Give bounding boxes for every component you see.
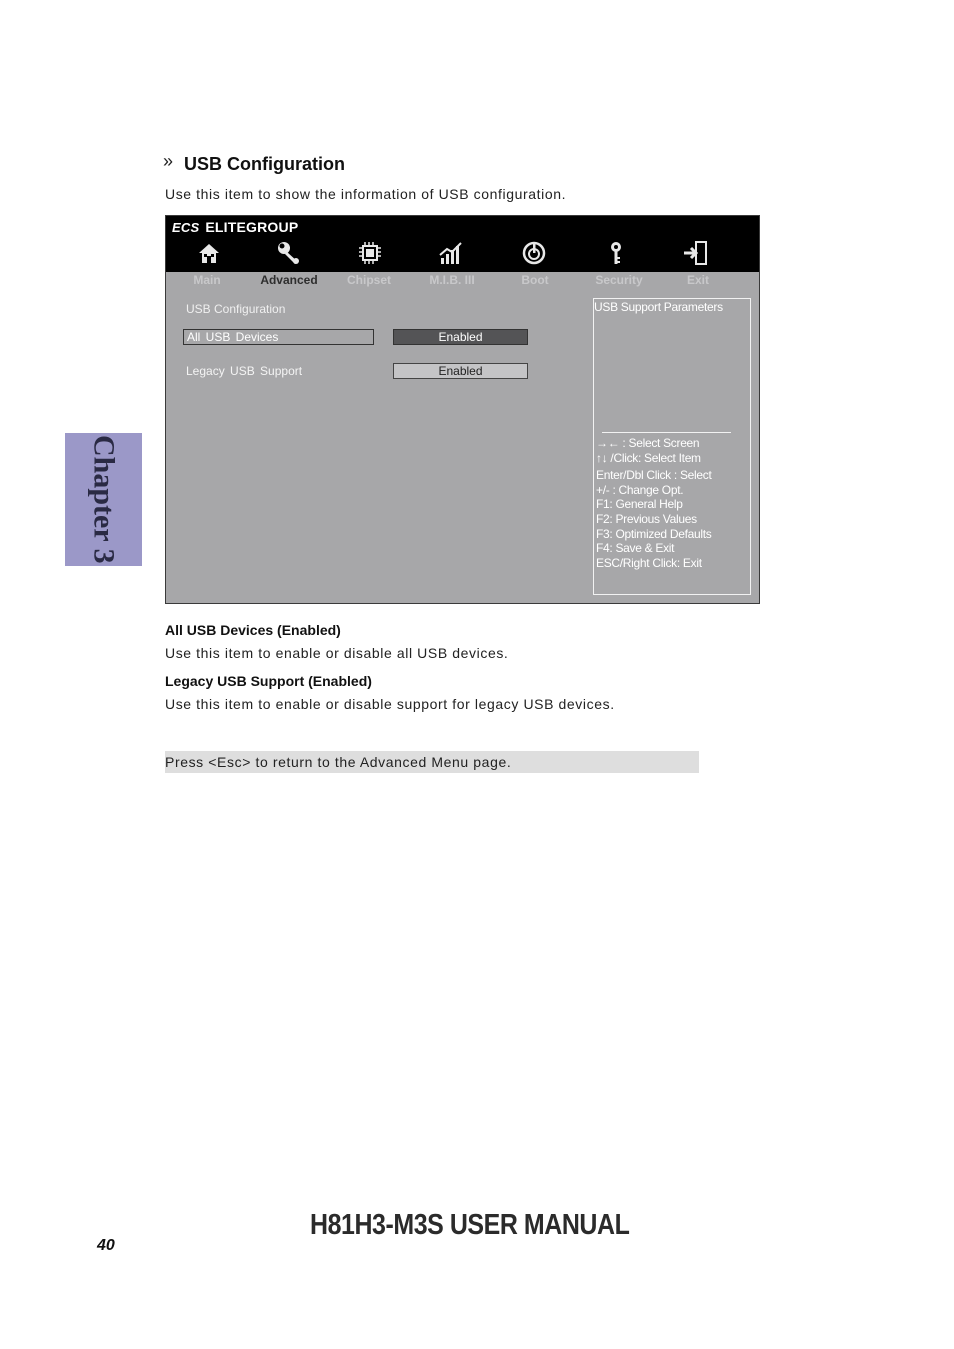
bios-screen xyxy=(165,215,760,604)
power-icon[interactable] xyxy=(521,240,547,266)
help-key-line: F1: General Help xyxy=(596,497,683,511)
help-panel xyxy=(593,298,751,595)
key-icon[interactable] xyxy=(603,240,629,266)
chip-icon[interactable] xyxy=(357,240,383,266)
section-intro: Use this item to show the information of USB configuration. xyxy=(165,186,567,202)
legacy-usb-support-label[interactable]: Legacy USB Support xyxy=(186,364,303,378)
bios-header xyxy=(166,216,759,272)
brand xyxy=(172,219,298,235)
tab-security[interactable]: Security xyxy=(595,273,643,287)
section-heading: USB Configuration xyxy=(184,154,345,174)
item-title-all-usb: All USB Devices (Enabled) xyxy=(165,622,341,638)
help-key-line: F4: Save & Exit xyxy=(596,541,675,555)
ecs-logo: ECS xyxy=(172,220,200,235)
manual-title: H81H3-M3S USER MANUAL xyxy=(310,1209,630,1241)
chart-icon[interactable] xyxy=(438,240,464,266)
page-number: 40 xyxy=(97,1237,115,1254)
wrench-icon[interactable] xyxy=(276,240,302,266)
tab-exit[interactable]: Exit xyxy=(686,273,709,287)
double-chevron-icon: » xyxy=(163,151,174,171)
brand-name: ELITEGROUP xyxy=(205,219,299,235)
bios-section-title: USB Configuration xyxy=(186,302,286,316)
esc-note: Press <Esc> to return to the Advanced Menu page. xyxy=(165,754,512,770)
all-usb-devices-label[interactable]: All USB Devices xyxy=(183,329,374,345)
help-key-line: →← : Select Screen xyxy=(596,436,700,450)
tab-chipset[interactable]: Chipset xyxy=(346,273,391,287)
item-desc-all-usb: Use this item to enable or disable all USB devices. xyxy=(165,645,509,661)
tab-main[interactable]: Main xyxy=(193,273,221,287)
help-key-line: +/- : Change Opt. xyxy=(596,483,684,497)
help-key-line: F2: Previous Values xyxy=(596,512,697,526)
item-title-legacy-usb: Legacy USB Support (Enabled) xyxy=(165,673,372,689)
home-icon[interactable] xyxy=(196,240,222,266)
chapter-label: Chapter 3 xyxy=(87,435,121,564)
help-key-line: Enter/Dbl Click : Select xyxy=(596,468,712,482)
help-key-line: F3: Optimized Defaults xyxy=(596,527,712,541)
tab-mib[interactable]: M.I.B. III xyxy=(429,273,475,287)
help-key-line: ESC/Right Click: Exit xyxy=(596,556,702,570)
legacy-usb-support-value[interactable]: Enabled xyxy=(393,363,528,379)
help-key-line: ↑↓ /Click: Select Item xyxy=(596,451,701,465)
exit-door-icon[interactable] xyxy=(682,240,708,266)
help-divider xyxy=(602,432,731,433)
item-desc-legacy-usb: Use this item to enable or disable support for legacy USB devices. xyxy=(165,696,615,712)
chapter-tab xyxy=(65,433,142,566)
help-title: USB Support Parameters xyxy=(594,300,723,314)
tab-advanced[interactable]: Advanced xyxy=(260,273,318,287)
all-usb-devices-value[interactable]: Enabled xyxy=(393,329,528,345)
tab-boot[interactable]: Boot xyxy=(521,273,549,287)
